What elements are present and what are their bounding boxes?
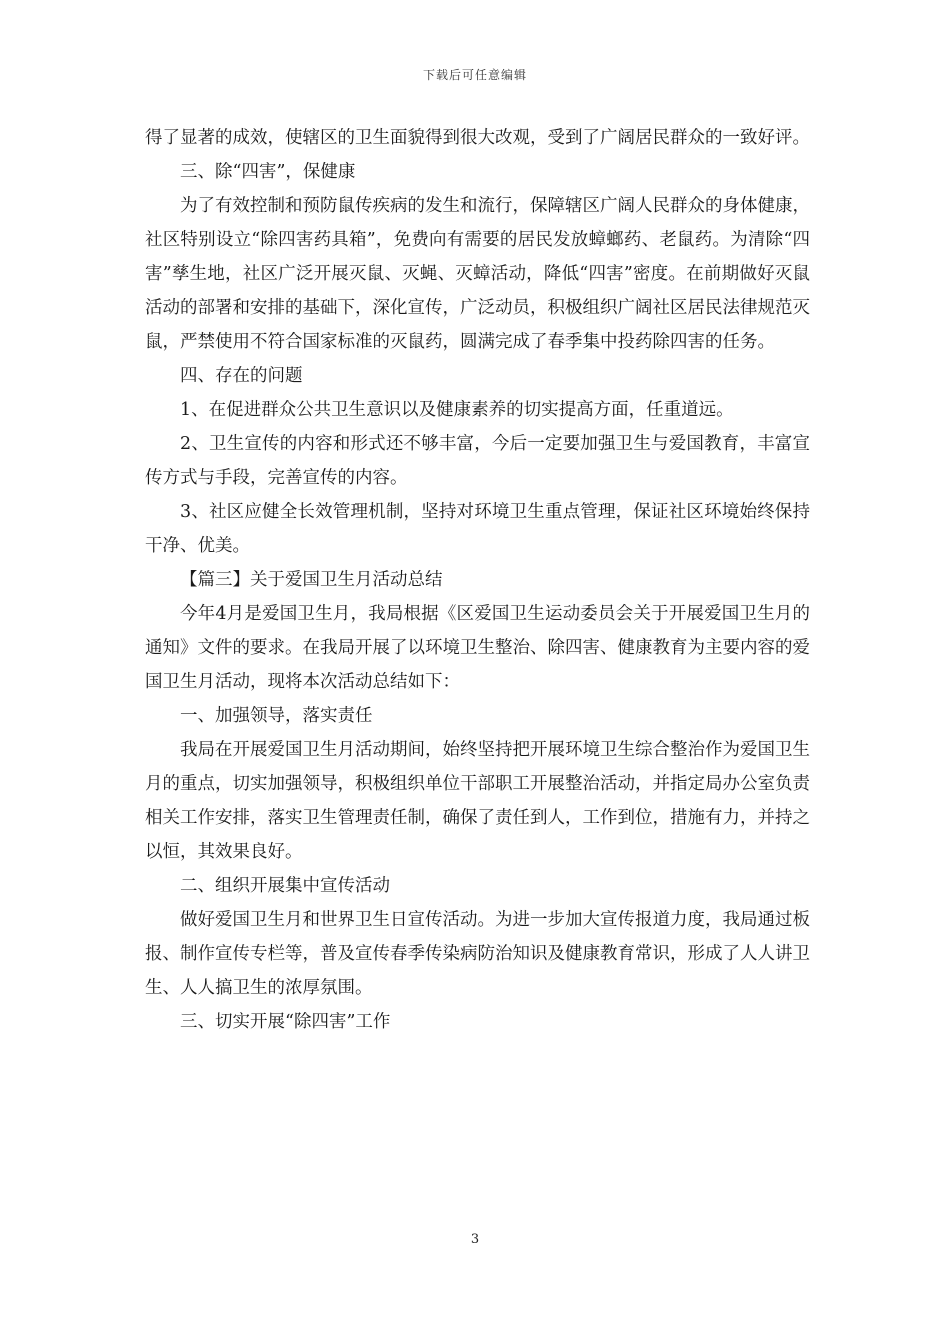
- paragraph-publicity: 做好爱国卫生月和世界卫生日宣传活动。为进一步加大宣传报道力度，我局通过板报、制作宣传专栏等，普及宣传春季传染病防治知识及健康教育常识，形成了人人讲卫生、人人搞卫生的浓厚氛围。: [145, 910, 810, 998]
- paragraph-intro: 今年4月是爱国卫生月，我局根据《区爱国卫生运动委员会关于开展爱国卫生月的通知》文件的要求。在我局开展了以环境卫生整治、除四害、健康教育为主要内容的爱国卫生月活动，现将本次活动总结如下：: [145, 604, 810, 692]
- article-title-part-three: 【篇三】关于爱国卫生月活动总结: [180, 570, 443, 590]
- section-heading-pest-work: 三、切实开展“除四害”工作: [180, 1012, 391, 1032]
- list-item-problem-1: 1、在促进群众公共卫生意识以及健康素养的切实提高方面，任重道远。: [180, 400, 734, 420]
- page-number: 3: [470, 1232, 480, 1247]
- page-header: 下载后可任意编辑: [422, 68, 527, 82]
- list-item-problem-3: 3、社区应健全长效管理机制，坚持对环境卫生重点管理，保证社区环境始终保持干净、优美。: [145, 502, 810, 556]
- section-heading-problems: 四、存在的问题: [180, 366, 303, 386]
- section-heading-leadership: 一、加强领导，落实责任: [180, 706, 373, 726]
- section-heading-publicity: 二、组织开展集中宣传活动: [180, 876, 390, 896]
- section-heading-eliminate-pests: 三、除“四害”，保健康: [180, 162, 356, 182]
- paragraph-continuation: 得了显著的成效，使辖区的卫生面貌得到很大改观，受到了广阔居民群众的一致好评。: [145, 128, 810, 148]
- paragraph-leadership: 我局在开展爱国卫生月活动期间，始终坚持把开展环境卫生综合整治作为爱国卫生月的重点，切实加强领导，积极组织单位干部职工开展整治活动，并指定局办公室负责相关工作安排，落实卫生管理责任制，确保了责任到人，工作到位，措施有力，并持之以恒，其效果良好。: [145, 740, 810, 862]
- paragraph-pest-control: 为了有效控制和预防鼠传疾病的发生和流行，保障辖区广阔人民群众的身体健康，社区特别设立“除四害药具箱”，免费向有需要的居民发放蟑螂药、老鼠药。为清除“四害”孳生地，社区广泛开展灭鼠、灭蝇、灭蟑活动，降低“四害”密度。在前期做好灭鼠活动的部署和安排的基础下，深化宣传，广泛动员，积极组织广阔社区居民法律规范灭鼠，严禁使用不符合国家标准的灭鼠药，圆满完成了春季集中投药除四害的任务。: [145, 196, 810, 352]
- list-item-problem-2: 2、卫生宣传的内容和形式还不够丰富，今后一定要加强卫生与爱国教育，丰富宣传方式与手段，完善宣传的内容。: [145, 434, 810, 488]
- document-body: [145, 121, 810, 1039]
